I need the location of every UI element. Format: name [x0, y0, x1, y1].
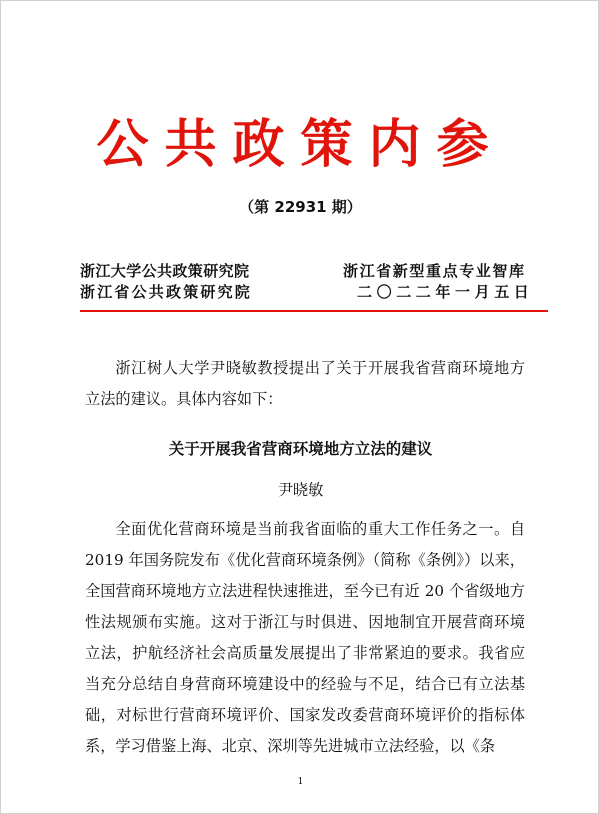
- intro-paragraph: 浙江树人大学尹晓敏教授提出了关于开展我省营商环境地方立法的建议。具体内容如下：: [85, 359, 525, 408]
- page-number: 1: [297, 777, 304, 787]
- body-paragraph: 全面优化营商环境是当前我省面临的重大工作任务之一。自 2019 年国务院发布《优化营商环境条例》（简称《条例》）以来，全国营商环境地方立法进程快速推进，至今已有近 20 个省级地方性法规颁布实施。这对于浙江与时俱进、因地制宜开展营商环境立法，护航经济社会高质量发展提出了非常紧迫的要求。我省应当充分总结自身营商环境建设中的经验与不足，结合已有立法基础，对标世行营商环境评价、国家发改委营商环境评价的指标体系，学习借鉴上海、北京、深圳等先进城市立法经验，以《条: [85, 520, 525, 755]
- article-title: 关于开展我省营商环境地方立法的建议: [168, 440, 433, 458]
- org-left-1: 浙江大学公共政策研究院: [80, 262, 250, 280]
- red-divider: [80, 310, 548, 312]
- article-author: 尹晓敏: [277, 481, 324, 499]
- org-left-2: 浙江省公共政策研究院: [80, 283, 253, 301]
- publish-date: 二〇二二年一月五日: [357, 283, 534, 301]
- masthead-title: 公共政策内参: [96, 114, 505, 175]
- issue-number: （第 22931 期）: [239, 198, 362, 216]
- org-right-1: 浙江省新型重点专业智库: [343, 262, 526, 280]
